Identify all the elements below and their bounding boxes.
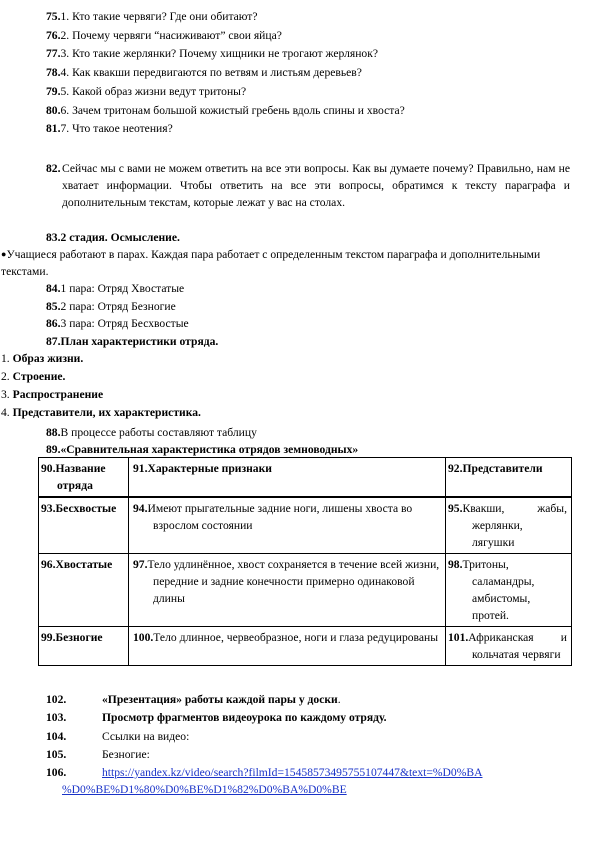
question-item: [46, 120, 173, 137]
final-item-bold: Просмотр фрагментов видеоурока по каждому отряду.: [102, 711, 387, 725]
cell-number: 98.: [448, 558, 463, 571]
question-number: 79.: [46, 84, 61, 98]
question-82-text: Сейчас мы с вами не можем ответить на все эти вопросы. Как вы думаете почему? Правильно, нам не хватает информации. Чтобы ответить на все эти вопросы, обратимся к тексту параграфа и дополнительным текстам, которые лежат у вас на столах.: [62, 162, 570, 210]
table-header-cell: [446, 458, 572, 498]
cell-text: Тело удлинённое, хвост сохраняется в течение всей жизни, передние и задние конечности примерно одинаковой длины: [147, 558, 440, 605]
final-item-number: 103.: [46, 711, 67, 725]
table-cell: [39, 497, 129, 554]
question-item: [46, 102, 405, 119]
question-item: [46, 83, 246, 100]
amphibian-orders-table: [38, 457, 572, 666]
question-number: 81.: [46, 122, 61, 136]
table-row: [39, 627, 572, 666]
cell-text: Характерные признаки: [147, 462, 272, 475]
question-82-number: 82.: [46, 162, 61, 175]
cell-text: Африканская и кольчатая червяги: [468, 631, 567, 661]
cell-number: 92.: [448, 462, 463, 475]
table-cell: [129, 627, 446, 666]
question-item: [46, 64, 362, 81]
table-intro: 88.В процессе работы составляют таблицу: [46, 426, 257, 439]
cell-text: Хвостатые: [55, 558, 113, 571]
cell-number: 97.: [133, 558, 148, 571]
pair-item: [46, 315, 189, 332]
question-text: 5. Какой образ жизни ведут тритоны?: [60, 84, 247, 98]
pair-text: 2 пара: Отряд Безногие: [60, 299, 176, 313]
plan-item-text: Образ жизни.: [12, 352, 84, 365]
final-item-number: 104.: [46, 729, 67, 743]
question-text: 3. Кто такие жерлянки? Почему хищники не трогают жерлянок?: [60, 47, 379, 61]
cell-text: Бесхвостые: [55, 502, 117, 515]
table-header-cell: [39, 458, 129, 498]
cell-text: Имеют прыгательные задние ноги, лишены хвоста во взрослом состоянии: [147, 502, 413, 532]
question-number: 76.: [46, 28, 61, 42]
table-cell: [129, 497, 446, 554]
final-item-text: [102, 728, 189, 745]
plan-item-number: 1.: [1, 352, 10, 365]
cell-text: Безногие: [55, 631, 103, 644]
question-number: 78.: [46, 66, 61, 80]
cell-number: 93.: [41, 502, 56, 515]
cell-text: Представители: [462, 462, 543, 475]
cell-number: 99.: [41, 631, 56, 644]
question-number: 75.: [46, 10, 61, 23]
final-item-number: 102.: [46, 693, 67, 706]
bullet-paragraph: ●Учащиеся работают в парах. Каждая пара работает с определенным текстом параграфа и дополнительными текстами.: [1, 248, 541, 279]
plan-heading: 87.План характеристики отряда.: [46, 335, 219, 348]
question-item: [46, 45, 378, 62]
plan-item-text: Распространение: [12, 388, 104, 401]
plan-item: [1, 368, 65, 385]
question-text: 7. Что такое неотения?: [60, 122, 173, 136]
final-item-text: [102, 709, 387, 726]
final-item-rest: .: [337, 693, 341, 706]
table-cell: [446, 627, 572, 666]
question-item: [46, 8, 258, 25]
pair-item: [46, 298, 176, 315]
cell-number: 90.: [41, 462, 56, 475]
pair-text: 1 пара: Отряд Хвостатые: [60, 282, 185, 295]
question-text: 2. Почему червяги “насиживают” свои яйца?: [60, 28, 282, 42]
plan-item-text: Строение.: [12, 370, 66, 383]
video-link-line-2[interactable]: %D0%BE%D1%80%D0%BE%D1%82%D0%BA%D0%BE: [62, 783, 347, 796]
cell-text: Тело длинное, червеобразное, ноги и глаза редуцированы: [153, 631, 439, 644]
table-row: [39, 554, 572, 627]
final-item-number: 105.: [46, 747, 67, 761]
final-item-text: [102, 746, 150, 763]
pair-number: 84.: [46, 282, 61, 295]
table-cell: [129, 554, 446, 627]
plan-item: [1, 386, 103, 403]
question-item: [46, 27, 282, 44]
table-row: [39, 497, 572, 554]
question-text: 4. Как квакши передвигаются по ветвям и листьям деревьев?: [60, 66, 362, 80]
cell-number: 101.: [448, 631, 469, 644]
table-header-cell: [129, 458, 446, 498]
final-item-text: [102, 691, 341, 708]
table-cell: [39, 627, 129, 666]
cell-number: 94.: [133, 502, 148, 515]
pair-number: 86.: [46, 317, 61, 330]
plan-item-number: 3.: [1, 388, 10, 401]
cell-number: 91.: [133, 462, 148, 475]
final-item-rest: Ссылки на видео:: [102, 729, 190, 743]
cell-number: 100.: [133, 631, 154, 644]
question-text: 6. Зачем тритонам большой кожистый гребень вдоль спины и хвоста?: [60, 103, 405, 117]
question-number: 77.: [46, 47, 61, 61]
pair-text: 3 пара: Отряд Бесхвостые: [60, 317, 189, 330]
cell-text: Квакши, жабы, жерлянки, лягушки: [462, 502, 567, 549]
table-header-row: [39, 458, 572, 498]
final-item-rest: Безногие:: [102, 747, 150, 761]
pair-number: 85.: [46, 299, 61, 313]
cell-number: 96.: [41, 558, 56, 571]
video-link-line-1[interactable]: https://yandex.kz/video/search?filmId=15458573495755107447&text=%D0%BA: [102, 766, 483, 779]
plan-item: [1, 404, 201, 421]
table-title: 89.«Сравнительная характеристика отрядов земноводных»: [46, 443, 359, 456]
link-number: 106.: [46, 766, 67, 779]
question-text: 1. Кто такие червяги? Где они обитают?: [60, 10, 258, 23]
cell-number: 95.: [448, 502, 463, 515]
table-cell: [446, 554, 572, 627]
pair-item: [46, 280, 184, 297]
cell-text: Тритоны, саламандры, амбистомы, протей.: [462, 558, 535, 622]
final-item-bold: «Презентация» работы каждой пары у доски: [102, 693, 338, 706]
plan-item-number: 2.: [1, 370, 10, 383]
stage-heading: 83.2 стадия. Осмысление.: [46, 231, 180, 244]
bullet-icon: ●: [1, 249, 7, 259]
plan-item: [1, 350, 83, 367]
table-cell: [446, 497, 572, 554]
question-number: 80.: [46, 103, 61, 117]
plan-item-text: Представители, их характеристика.: [12, 406, 201, 419]
table-cell: [39, 554, 129, 627]
plan-item-number: 4.: [1, 406, 10, 419]
cell-text: Название отряда: [55, 462, 106, 492]
